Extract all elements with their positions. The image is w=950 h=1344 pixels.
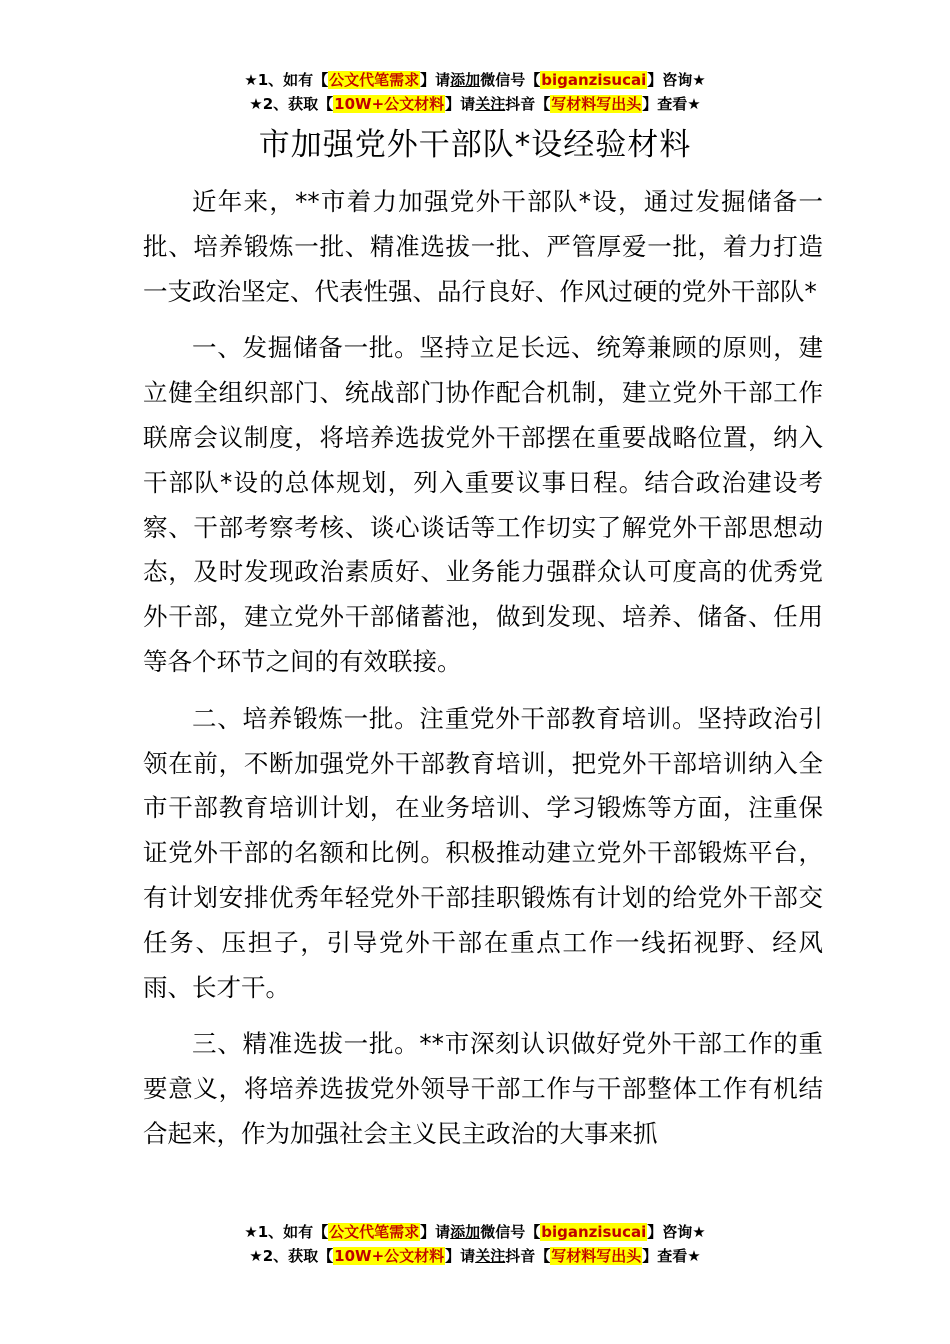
star-icon: ★	[249, 1247, 263, 1265]
banner-text: 微信号【	[480, 71, 541, 89]
highlight-service: 公文代笔需求	[329, 1223, 420, 1241]
banner-text: 】查看	[642, 95, 688, 113]
highlight-materials: 10W+公文材料	[334, 95, 445, 113]
star-icon: ★	[687, 95, 701, 113]
star-icon: ★	[692, 71, 706, 89]
highlight-wechat-id: biganzisucai	[541, 1223, 647, 1241]
banner-text: 】咨询	[647, 1223, 693, 1241]
highlight-materials: 10W+公文材料	[334, 1247, 445, 1265]
document-title: 市加强党外干部队*设经验材料	[258, 127, 692, 163]
star-icon: ★	[244, 71, 258, 89]
banner-line-2	[0, 1244, 950, 1268]
banner-text: 1、如有【	[257, 71, 329, 89]
paragraph-section-3: 三、精准选拔一批。**市深刻认识做好党外干部工作的重要意义，将培养选拔党外领导干部工作与干部整体工作有机结合起来，作为加强社会主义民主政治的大事来抓	[143, 1029, 823, 1148]
star-icon: ★	[687, 1247, 701, 1265]
banner-line-1	[0, 1220, 950, 1244]
banner-underlined: 添加	[450, 1223, 481, 1241]
paragraph-section-1: 一、发掘储备一批。坚持立足长远、统筹兼顾的原则，建立健全组织部门、统战部门协作配合机制，建立党外干部工作联席会议制度，将培养选拔党外干部摆在重要战略位置，纳入干部队*设的总体规划，列入重要议事日程。结合政治建设考察、干部考察考核、谈心谈话等工作切实了解党外干部思想动态，及时发现政治素质好、业务能力强群众认可度高的优秀党外干部，建立党外干部储蓄池，做到发现、培养、储备、任用等各个环节之间的有效联接。	[143, 333, 823, 676]
highlight-douyin: 写材料写出头	[551, 1247, 642, 1265]
highlight-douyin: 写材料写出头	[551, 95, 642, 113]
banner-line-2	[0, 92, 950, 116]
banner-text: 2、获取【	[262, 1247, 334, 1265]
banner-text: 微信号【	[480, 1223, 541, 1241]
banner-text: 】请	[445, 95, 476, 113]
banner-text: 抖音【	[505, 1247, 551, 1265]
banner-text: 抖音【	[505, 95, 551, 113]
banner-line-1	[0, 68, 950, 92]
highlight-wechat-id: biganzisucai	[541, 71, 647, 89]
star-icon: ★	[244, 1223, 258, 1241]
star-icon: ★	[249, 95, 263, 113]
footer-banner	[0, 1220, 950, 1268]
banner-text: 】请	[420, 1223, 451, 1241]
banner-text: 】请	[420, 71, 451, 89]
banner-text: 1、如有【	[257, 1223, 329, 1241]
star-icon: ★	[692, 1223, 706, 1241]
banner-underlined: 添加	[450, 71, 481, 89]
highlight-service: 公文代笔需求	[329, 71, 420, 89]
header-banner	[0, 68, 950, 116]
document-body	[143, 180, 823, 1169]
banner-underlined: 关注	[475, 95, 506, 113]
paragraph-intro: 近年来，**市着力加强党外干部队*设，通过发掘储备一批、培养锻炼一批、精准选拔一批、严管厚爱一批，着力打造一支政治坚定、代表性强、品行良好、作风过硬的党外干部队*	[143, 187, 823, 306]
banner-underlined: 关注	[475, 1247, 506, 1265]
banner-text: 2、获取【	[262, 95, 334, 113]
banner-text: 】查看	[642, 1247, 688, 1265]
paragraph-section-2: 二、培养锻炼一批。注重党外干部教育培训。坚持政治引领在前，不断加强党外干部教育培训，把党外干部培训纳入全市干部教育培训计划，在业务培训、学习锻炼等方面，注重保证党外干部的名额和比例。积极推动建立党外干部锻炼平台，有计划安排优秀年轻党外干部挂职锻炼有计划的给党外干部交任务、压担子，引导党外干部在重点工作一线拓视野、经风雨、长才干。	[143, 703, 823, 1002]
banner-text: 】请	[445, 1247, 476, 1265]
banner-text: 】咨询	[647, 71, 693, 89]
